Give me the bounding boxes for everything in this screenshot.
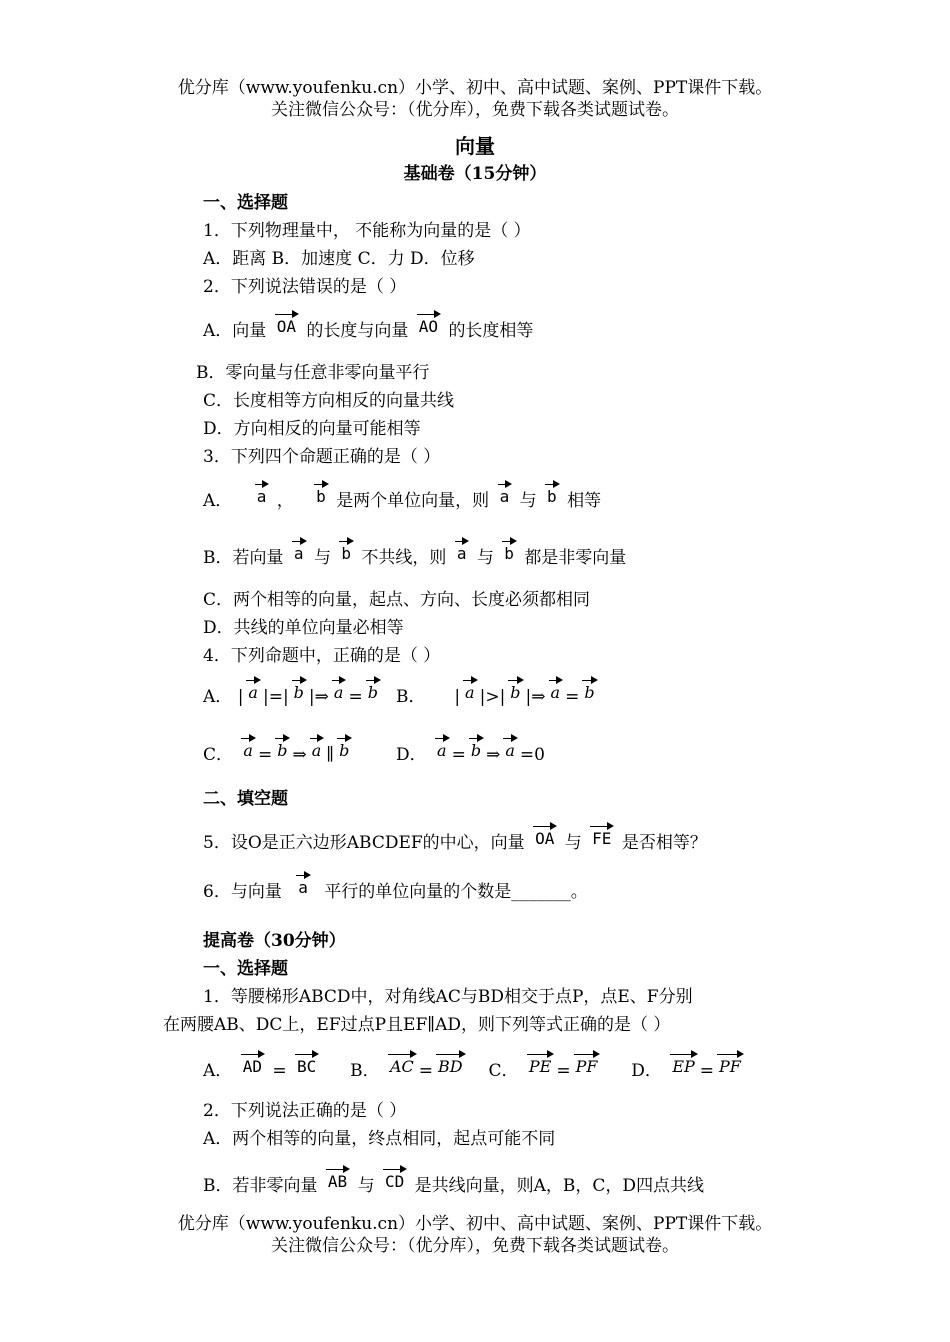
q4d-label: D． xyxy=(396,745,427,765)
question-4: 4．下列命题中，正确的是（ ） xyxy=(203,646,441,666)
vector-a: a xyxy=(295,879,311,897)
vector-oa: OA xyxy=(532,830,557,848)
question-6 xyxy=(203,879,588,903)
page-title: 向量 xyxy=(455,134,495,158)
q2a-prefix: A．向量 xyxy=(203,321,267,341)
adv-question-2-option-b xyxy=(203,1173,704,1197)
q4b-label: B． xyxy=(396,687,426,707)
q3a-prefix: A． xyxy=(203,491,233,511)
question-3-option-b xyxy=(203,545,626,569)
vector-a: a xyxy=(434,742,450,760)
q3b-text-3: 与 xyxy=(476,548,494,568)
q6-suffix: 平行的单位向量的个数是_______。 xyxy=(324,882,588,902)
vector-ab: AB xyxy=(325,1173,350,1191)
q2a-middle: 的长度与向量 xyxy=(306,321,409,341)
question-4-option-b xyxy=(396,684,600,708)
vector-b: b xyxy=(581,684,597,702)
a1c-label: C． xyxy=(488,1061,519,1081)
vector-a: a xyxy=(331,684,347,702)
question-2-option-c: C．长度相等方向相反的向量共线 xyxy=(203,391,455,411)
vector-pe: PE xyxy=(526,1058,554,1076)
vector-b: b xyxy=(501,545,517,563)
vector-ac: AC xyxy=(387,1058,417,1076)
q4c-label: C． xyxy=(203,745,234,765)
vector-a: a xyxy=(291,545,307,563)
vector-b: b xyxy=(336,742,352,760)
vector-a: a xyxy=(254,488,270,506)
q6-prefix: 6．与向量 xyxy=(203,882,282,902)
section-fill-heading: 二、填空题 xyxy=(203,789,288,809)
q4a-label: A． xyxy=(203,687,233,707)
vector-bc: BC xyxy=(294,1058,319,1076)
question-5 xyxy=(203,830,707,854)
q3a-text-2: 与 xyxy=(519,491,537,511)
vector-pf: PF xyxy=(716,1058,744,1076)
vector-b: b xyxy=(468,742,484,760)
vector-a: a xyxy=(548,684,564,702)
vector-a: a xyxy=(502,742,518,760)
vector-cd: CD xyxy=(382,1173,407,1191)
question-2: 2．下列说法错误的是（ ） xyxy=(203,277,407,297)
vector-b: b xyxy=(313,488,329,506)
question-1-options: A．距离 B．加速度 C．力 D．位移 xyxy=(203,249,475,269)
advanced-section-title: 提高卷（30分钟） xyxy=(203,931,346,951)
footer-line-2: 关注微信公众号：（优分库），免费下载各类试题试卷。 xyxy=(271,1236,679,1256)
q4d-tail: =0 xyxy=(519,745,545,765)
adv-question-1-line-2: 在两腰AB、DC上，EF过点P且EF∥AD，则下列等式正确的是（ ） xyxy=(163,1015,671,1035)
question-3-option-d: D．共线的单位向量必相等 xyxy=(203,618,404,638)
vector-b: b xyxy=(365,684,381,702)
q3b-text-1: 与 xyxy=(313,548,331,568)
vector-ep: EP xyxy=(669,1058,697,1076)
adv-question-2-option-a: A．两个相等的向量，终点相同，起点可能不同 xyxy=(203,1129,556,1149)
q3b-text-2: 不共线，则 xyxy=(361,548,447,568)
vector-fe: FE xyxy=(589,830,614,848)
vector-b: b xyxy=(338,545,354,563)
question-3-option-a xyxy=(203,488,601,512)
a1d-label: D． xyxy=(631,1061,662,1081)
vector-ao: AO xyxy=(416,318,441,336)
vector-a: a xyxy=(240,742,256,760)
q3a-comma: ， xyxy=(276,491,294,511)
vector-bd: BD xyxy=(435,1058,466,1076)
question-3: 3．下列四个命题正确的是（ ） xyxy=(203,447,441,467)
vector-a: a xyxy=(497,488,513,506)
section-choice-heading: 一、选择题 xyxy=(203,193,288,213)
q4d-formula: a = b ⇒ a =0 xyxy=(432,745,545,765)
question-1: 1．下列物理量中， 不能称为向量的是（ ） xyxy=(203,221,531,241)
vector-a: a xyxy=(454,545,470,563)
vector-b: b xyxy=(544,488,560,506)
question-3-option-c: C．两个相等的向量，起点、方向、长度必须都相同 xyxy=(203,590,591,610)
vector-b: b xyxy=(507,684,523,702)
q3a-text-1: 是两个单位向量，则 xyxy=(336,491,490,511)
adv-question-1-line-1: 1．等腰梯形ABCD中，对角线AC与BD相交于点P，点E、F分别 xyxy=(203,987,693,1007)
vector-a: a xyxy=(245,684,261,702)
a2b-prefix: B．若非零向量 xyxy=(203,1176,318,1196)
header-line-2: 关注微信公众号：（优分库），免费下载各类试题试卷。 xyxy=(271,100,679,120)
question-2-option-b: B．零向量与任意非零向量平行 xyxy=(196,363,430,383)
advanced-choice-heading: 一、选择题 xyxy=(203,959,288,979)
q3b-suffix: 都是非零向量 xyxy=(524,548,627,568)
vector-pf: PF xyxy=(573,1058,601,1076)
footer-line-1: 优分库（www.youfenku.cn）小学、初中、高中试题、案例、PPT课件下载。 xyxy=(177,1214,773,1234)
vector-a: a xyxy=(462,684,478,702)
q5-middle: 与 xyxy=(564,833,582,853)
vector-b: b xyxy=(291,684,307,702)
a1b-label: B． xyxy=(350,1061,380,1081)
question-2-option-d: D．方向相反的向量可能相等 xyxy=(203,419,421,439)
a1a-label: A． xyxy=(203,1061,233,1081)
vector-ad: AD xyxy=(240,1058,265,1076)
q2a-suffix: 的长度相等 xyxy=(448,321,534,341)
vector-oa: OA xyxy=(274,318,299,336)
q4a-formula: | a |=| b |⇒ a = b xyxy=(238,687,383,707)
q3b-prefix: B．若向量 xyxy=(203,548,284,568)
adv-question-2: 2．下列说法正确的是（ ） xyxy=(203,1101,407,1121)
basic-section-title: 基础卷（15分钟） xyxy=(403,164,547,184)
q5-suffix: 是否相等？ xyxy=(621,833,707,853)
question-4-option-a xyxy=(203,684,383,708)
vector-b: b xyxy=(274,742,290,760)
question-2-option-a xyxy=(203,318,533,342)
header-line-1: 优分库（www.youfenku.cn）小学、初中、高中试题、案例、PPT课件下载。 xyxy=(177,78,773,98)
a2b-suffix: 是共线向量，则A，B，C，D四点共线 xyxy=(414,1176,705,1196)
question-4-option-d xyxy=(396,742,545,766)
question-4-option-c xyxy=(203,742,354,766)
vector-a: a xyxy=(309,742,325,760)
q5-prefix: 5．设O是正六边形ABCDEF的中心，向量 xyxy=(203,833,525,853)
a2b-middle: 与 xyxy=(357,1176,375,1196)
q4b-formula: | a |>| b |⇒ a = b xyxy=(454,687,599,707)
q3a-suffix: 相等 xyxy=(567,491,602,511)
adv-question-1-options: A． AD = BC B． AC = BD C． PE = PF D． EP = PF xyxy=(203,1058,746,1082)
q4c-formula: a = b ⇒ a ∥ b xyxy=(238,745,354,765)
